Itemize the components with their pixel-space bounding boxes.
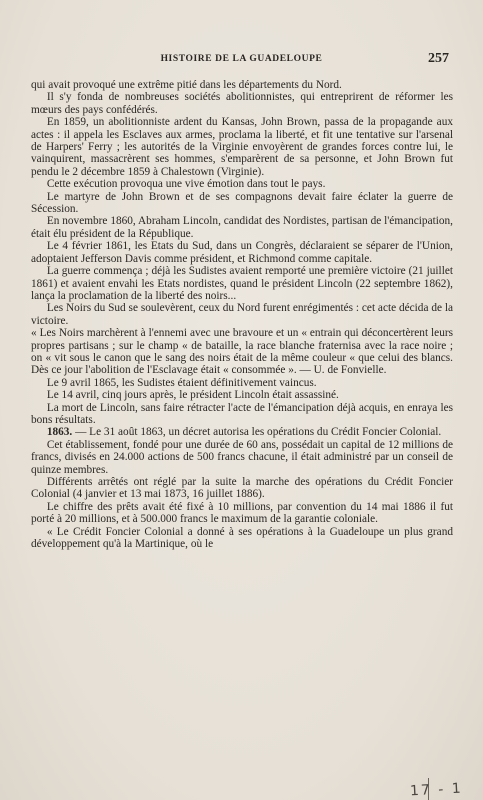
page-body (31, 79, 453, 550)
paragraph: Le 9 avril 1865, les Sudistes étaient définitivement vaincus. (46, 376, 317, 389)
paragraph: Cet établissement, fondé pour une durée de 60 ans, possédait un capital de 12 millions de francs, divisés en 24.000 actions de 500 francs chacune, il était administré par un conseil de quinze membres. (31, 438, 453, 476)
paragraph: Le 14 avril, cinq jours après, le président Lincoln était assassiné. (46, 389, 339, 402)
paragraph: Le 4 février 1861, les Etats du Sud, dans un Congrès, déclaraient se séparer de l'Union, adoptaient Jefferson Davis comme président, et Richmond comme capitale. (31, 240, 453, 265)
section-paragraph (31, 426, 453, 438)
paragraph: En novembre 1860, Abraham Lincoln, candidat des Nordistes, partisan de l'émancipation, était élu président de la République. (31, 215, 453, 240)
page-number: 257 (428, 51, 449, 66)
paragraph: Il s'y fonda de nombreuses sociétés abolitionnistes, qui entreprirent de réformer les mœurs des pays confédérés. (31, 91, 453, 116)
paragraph: « Le Crédit Foncier Colonial a donné à ses opérations à la Guadeloupe un plus grand développement qu'à la Martinique, où le (31, 525, 453, 551)
quotation: « Les Noirs marchèrent à l'ennemi avec une bravoure et un « entrain qui déconcertèrent leurs propres partisans ; sur le champ « de bataille, la race blanche fraternisa avec la race noire ; on « vit sous le canon que le sang des noirs était de la même couleur « que celui des blancs. Dès ce jour l'abolition de l'Esclavage était « consommée ». — U. de Fonvielle. (31, 327, 453, 377)
running-title: HISTOIRE DE LA GUADELOUPE (160, 54, 323, 64)
page-header (30, 51, 453, 67)
paragraph: Les Noirs du Sud se soulevèrent, ceux du Nord furent enrégimentés : cet acte décida de la victoire. (31, 302, 453, 327)
paragraph: La guerre commença ; déjà les Sudistes avaient remporté une première victoire (21 juillet 1861) et avaient envahi les Etats nordistes, quand le président Lincoln (22 septembre 1862), lança la proclamation de la liberté des noirs... (31, 265, 453, 302)
paragraph: En 1859, un abolitionniste ardent du Kansas, John Brown, passa de la propagande aux actes : il appela les Esclaves aux armes, proclama la liberté, et fit une tentative sur l'arsenal de Harpers' Ferry ; les autorités de la Virginie envoyèrent de grandes forces contre lui, le vainquirent, massacrèrent ses hommes, s'emparèrent de sa personne, et John Brown fut pendu le 2 décembre 1859 à Chalestown (Virginie). (31, 116, 453, 178)
paragraph: Le chiffre des prêts avait été fixé à 10 millions, par convention du 14 mai 1886 il fut porté à 20 millions, et à 500.000 francs le maximum de la garantie coloniale. (31, 500, 453, 526)
section-text: — Le 31 août 1863, un décret autorisa les opérations du Crédit Foncier Colonial. (75, 426, 442, 439)
section-year: 1863. (46, 426, 73, 439)
handwritten-mark: 17 - 1 (409, 780, 464, 800)
paragraph: Cette exécution provoqua une vive émotion dans tout le pays. (46, 178, 326, 191)
paragraph: Le martyre de John Brown et de ses compagnons devait faire éclater la guerre de Sécession. (31, 190, 453, 216)
paragraph: qui avait provoqué une extrême pitié dans les départements du Nord. (31, 79, 342, 91)
paragraph: Différents arrêtés ont réglé par la suite la marche des opérations du Crédit Foncier Colonial (4 janvier et 13 mai 1873, 16 juillet 1886). (31, 476, 453, 501)
paragraph: La mort de Lincoln, sans faire rétracter l'acte de l'émancipation déjà acquis, en enraya les bons résultats. (31, 401, 453, 426)
